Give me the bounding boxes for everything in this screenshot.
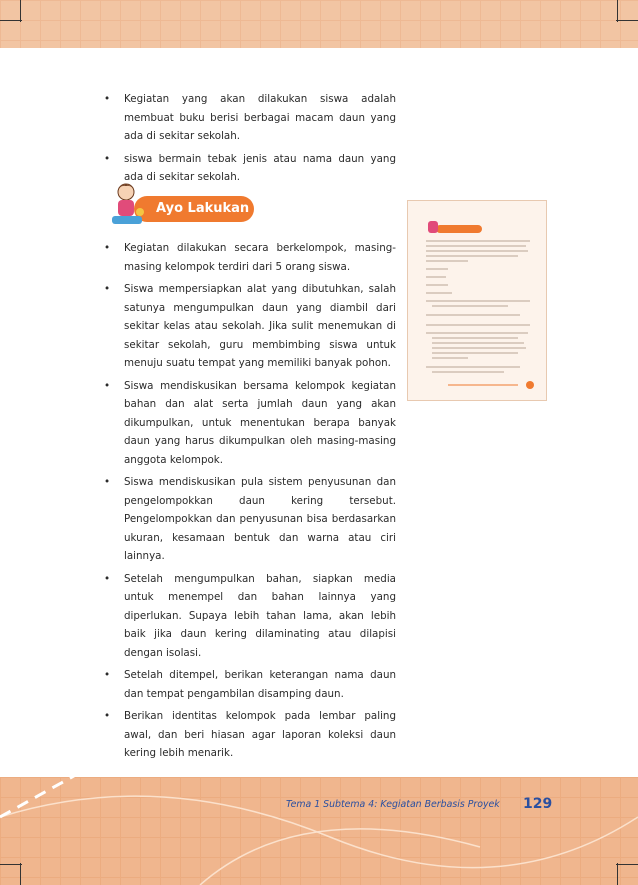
intro-bullet: • Kegiatan yang akan dilakukan siswa adalah membuat buku berisi berbagai macam daun yang ada di sekitar sekolah. (104, 90, 396, 146)
crop-mark (617, 0, 618, 22)
step-item: • Kegiatan dilakukan secara berkelompok, masing-masing kelompok terdiri dari 5 orang siswa. (104, 239, 396, 276)
crop-mark (20, 0, 21, 22)
crop-mark (0, 864, 22, 865)
crop-mark (20, 863, 21, 885)
student-book-page-thumbnail (407, 200, 547, 401)
crop-mark (616, 864, 638, 865)
footer-title: Tema 1 Subtema 4: Kegiatan Berbasis Proyek (286, 799, 500, 810)
step-item: • Siswa mempersiapkan alat yang dibutuhkan, salah satunya mengumpulkan daun yang diambil dari sekitar kelas atau sekolah. Jika sulit menemukan di sekitar sekolah, guru membimbing siswa untuk menuju suatu tempat yang memiliki banyak pohon. (104, 280, 396, 373)
crop-mark (0, 20, 22, 21)
intro-section (104, 90, 396, 191)
activity-banner: Ayo Lakukan (134, 196, 254, 222)
step-item: • Siswa mendiskusikan pula sistem penyusunan dan pengelompokkan daun kering tersebut. Pengelompokkan dan penyusunan bisa berdasarkan ukuran, kesamaan bentuk dan warna atau ciri lainnya. (104, 473, 396, 566)
intro-bullet: • siswa bermain tebak jenis atau nama daun yang ada di sekitar sekolah. (104, 150, 396, 187)
activity-steps (104, 239, 396, 767)
decorative-curves (0, 777, 638, 885)
activity-header (104, 180, 264, 230)
crop-mark (616, 20, 638, 21)
bottom-decorative-band (0, 777, 638, 885)
step-item: • Setelah ditempel, berikan keterangan nama daun dan tempat pengambilan disamping daun. (104, 666, 396, 703)
thumbnail-text-lines (408, 201, 546, 400)
step-item: • Berikan identitas kelompok pada lembar paling awal, dan beri hiasan agar laporan koleksi daun kering lebih menarik. (104, 707, 396, 763)
child-illustration-icon (104, 180, 154, 230)
page-number: 129 (523, 796, 553, 812)
step-item: • Siswa mendiskusikan bersama kelompok kegiatan bahan dan alat serta jumlah daun yang akan dikumpulkan, untuk menentukan berapa banyak daun yang harus dikumpulkan oleh masing-masing anggota kelompok. (104, 377, 396, 470)
crop-mark (617, 863, 618, 885)
step-item: • Setelah mengumpulkan bahan, siapkan media untuk menempel dan bahan lainnya yang diperlukan. Supaya lebih tahan lama, akan lebih baik jika daun kering dilaminating atau dilapisi dengan isolasi. (104, 570, 396, 663)
top-decorative-band (0, 0, 638, 48)
